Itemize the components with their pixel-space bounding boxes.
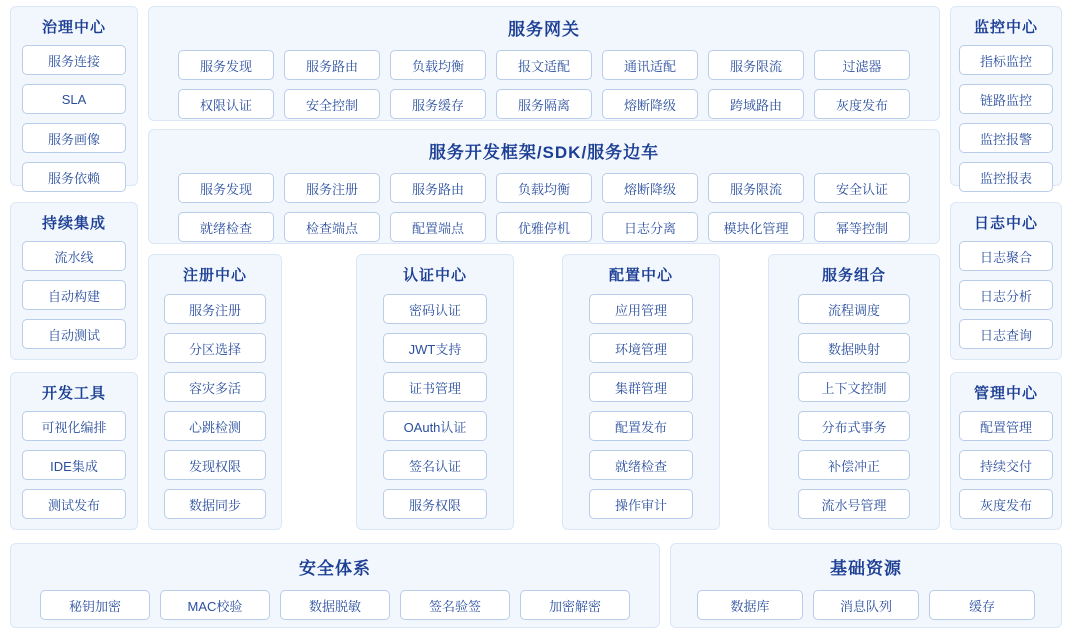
panel-sdk-title: 服务开发框架/SDK/服务边车	[428, 143, 660, 162]
panel-service-sdk	[148, 129, 940, 244]
panel-dev-tools	[10, 372, 138, 530]
chip-devtools-2[interactable]: 测试发布	[22, 489, 126, 519]
chip-sdk-r1-0[interactable]: 服务发现	[178, 173, 274, 203]
chip-gateway-r1-3[interactable]: 报文适配	[496, 50, 592, 80]
chip-sdk-r1-4[interactable]: 熔断降级	[602, 173, 698, 203]
chip-compose-4[interactable]: 补偿冲正	[798, 450, 910, 480]
infra-row	[671, 590, 1061, 620]
chip-ci-2[interactable]: 自动测试	[22, 319, 126, 349]
chip-gateway-r1-6[interactable]: 过滤器	[814, 50, 910, 80]
chip-auth-4[interactable]: 签名认证	[383, 450, 487, 480]
panel-compose-title: 服务组合	[821, 267, 886, 284]
panel-gateway-title: 服务网关	[508, 20, 580, 39]
panel-manage-title: 管理中心	[973, 385, 1038, 402]
chip-sdk-r2-4[interactable]: 日志分离	[602, 212, 698, 242]
chip-sdk-r1-3[interactable]: 负载均衡	[496, 173, 592, 203]
chip-ci-0[interactable]: 流水线	[22, 241, 126, 271]
chip-config-5[interactable]: 操作审计	[589, 489, 693, 519]
chip-sdk-r1-1[interactable]: 服务注册	[284, 173, 380, 203]
chip-security-3[interactable]: 签名验签	[400, 590, 510, 620]
chip-manage-2[interactable]: 灰度发布	[959, 489, 1053, 519]
panel-config-title: 配置中心	[608, 267, 673, 284]
chip-compose-0[interactable]: 流程调度	[798, 294, 910, 324]
chip-config-1[interactable]: 环境管理	[589, 333, 693, 363]
chip-gateway-r2-6[interactable]: 灰度发布	[814, 89, 910, 119]
panel-monitor-title: 监控中心	[973, 19, 1038, 36]
chip-registry-4[interactable]: 发现权限	[164, 450, 266, 480]
panel-governance	[10, 6, 138, 186]
chip-gateway-r1-2[interactable]: 负载均衡	[390, 50, 486, 80]
chip-log-0[interactable]: 日志聚合	[959, 241, 1053, 271]
panel-auth-center	[356, 254, 514, 530]
panel-registry-title: 注册中心	[182, 267, 247, 284]
panel-registry-center	[148, 254, 282, 530]
chip-auth-3[interactable]: OAuth认证	[383, 411, 487, 441]
chip-registry-1[interactable]: 分区选择	[164, 333, 266, 363]
chip-compose-1[interactable]: 数据映射	[798, 333, 910, 363]
sdk-row-1	[149, 173, 939, 203]
chip-config-4[interactable]: 就绪检查	[589, 450, 693, 480]
panel-log-title: 日志中心	[973, 215, 1038, 232]
chip-compose-3[interactable]: 分布式事务	[798, 411, 910, 441]
chip-gateway-r2-3[interactable]: 服务隔离	[496, 89, 592, 119]
chip-governance-2[interactable]: 服务画像	[22, 123, 126, 153]
chip-sdk-r2-5[interactable]: 模块化管理	[708, 212, 804, 242]
chip-monitor-0[interactable]: 指标监控	[959, 45, 1053, 75]
chip-compose-2[interactable]: 上下文控制	[798, 372, 910, 402]
chip-monitor-1[interactable]: 链路监控	[959, 84, 1053, 114]
panel-config-center	[562, 254, 720, 530]
chip-gateway-r1-1[interactable]: 服务路由	[284, 50, 380, 80]
chip-log-2[interactable]: 日志查询	[959, 319, 1053, 349]
chip-monitor-3[interactable]: 监控报表	[959, 162, 1053, 192]
chip-gateway-r2-1[interactable]: 安全控制	[284, 89, 380, 119]
sdk-row-2	[149, 212, 939, 242]
chip-registry-0[interactable]: 服务注册	[164, 294, 266, 324]
chip-auth-1[interactable]: JWT支持	[383, 333, 487, 363]
chip-security-2[interactable]: 数据脱敏	[280, 590, 390, 620]
chip-gateway-r1-5[interactable]: 服务限流	[708, 50, 804, 80]
chip-governance-0[interactable]: 服务连接	[22, 45, 126, 75]
chip-sdk-r1-6[interactable]: 安全认证	[814, 173, 910, 203]
chip-infra-2[interactable]: 缓存	[929, 590, 1035, 620]
chip-devtools-0[interactable]: 可视化编排	[22, 411, 126, 441]
chip-compose-5[interactable]: 流水号管理	[798, 489, 910, 519]
chip-governance-3[interactable]: 服务依赖	[22, 162, 126, 192]
chip-gateway-r2-5[interactable]: 跨域路由	[708, 89, 804, 119]
chip-sdk-r2-3[interactable]: 优雅停机	[496, 212, 592, 242]
panel-continuous-integration	[10, 202, 138, 360]
chip-gateway-r2-2[interactable]: 服务缓存	[390, 89, 486, 119]
chip-auth-5[interactable]: 服务权限	[383, 489, 487, 519]
chip-auth-2[interactable]: 证书管理	[383, 372, 487, 402]
chip-manage-0[interactable]: 配置管理	[959, 411, 1053, 441]
gateway-row-1	[149, 50, 939, 80]
gateway-row-2	[149, 89, 939, 119]
panel-ci-title: 持续集成	[41, 215, 106, 232]
chip-auth-0[interactable]: 密码认证	[383, 294, 487, 324]
chip-infra-1[interactable]: 消息队列	[813, 590, 919, 620]
chip-registry-2[interactable]: 容灾多活	[164, 372, 266, 402]
chip-sdk-r1-5[interactable]: 服务限流	[708, 173, 804, 203]
chip-ci-1[interactable]: 自动构建	[22, 280, 126, 310]
chip-gateway-r2-0[interactable]: 权限认证	[178, 89, 274, 119]
chip-gateway-r2-4[interactable]: 熔断降级	[602, 89, 698, 119]
chip-manage-1[interactable]: 持续交付	[959, 450, 1053, 480]
chip-config-2[interactable]: 集群管理	[589, 372, 693, 402]
chip-devtools-1[interactable]: IDE集成	[22, 450, 126, 480]
panel-infrastructure	[670, 543, 1062, 628]
chip-gateway-r1-4[interactable]: 通讯适配	[602, 50, 698, 80]
chip-infra-0[interactable]: 数据库	[697, 590, 803, 620]
chip-security-4[interactable]: 加密解密	[520, 590, 630, 620]
panel-governance-title: 治理中心	[41, 19, 106, 36]
panel-security-system	[10, 543, 660, 628]
security-row	[11, 590, 659, 620]
panel-monitor-center	[950, 6, 1062, 186]
chip-security-0[interactable]: 秘钥加密	[40, 590, 150, 620]
chip-config-3[interactable]: 配置发布	[589, 411, 693, 441]
chip-log-1[interactable]: 日志分析	[959, 280, 1053, 310]
chip-sdk-r2-0[interactable]: 就绪检查	[178, 212, 274, 242]
chip-sdk-r2-1[interactable]: 检查端点	[284, 212, 380, 242]
panel-devtools-title: 开发工具	[41, 385, 106, 402]
chip-registry-3[interactable]: 心跳检测	[164, 411, 266, 441]
chip-sdk-r2-6[interactable]: 幂等控制	[814, 212, 910, 242]
chip-gateway-r1-0[interactable]: 服务发现	[178, 50, 274, 80]
panel-infra-title: 基础资源	[830, 559, 902, 578]
chip-registry-5[interactable]: 数据同步	[164, 489, 266, 519]
chip-config-0[interactable]: 应用管理	[589, 294, 693, 324]
panel-service-composition	[768, 254, 940, 530]
panel-management-center	[950, 372, 1062, 530]
panel-log-center	[950, 202, 1062, 360]
panel-auth-title: 认证中心	[402, 267, 467, 284]
chip-security-1[interactable]: MAC校验	[160, 590, 270, 620]
chip-monitor-2[interactable]: 监控报警	[959, 123, 1053, 153]
chip-sdk-r2-2[interactable]: 配置端点	[390, 212, 486, 242]
chip-governance-1[interactable]: SLA	[22, 84, 126, 114]
chip-sdk-r1-2[interactable]: 服务路由	[390, 173, 486, 203]
panel-security-title: 安全体系	[299, 559, 371, 578]
panel-service-gateway	[148, 6, 940, 121]
